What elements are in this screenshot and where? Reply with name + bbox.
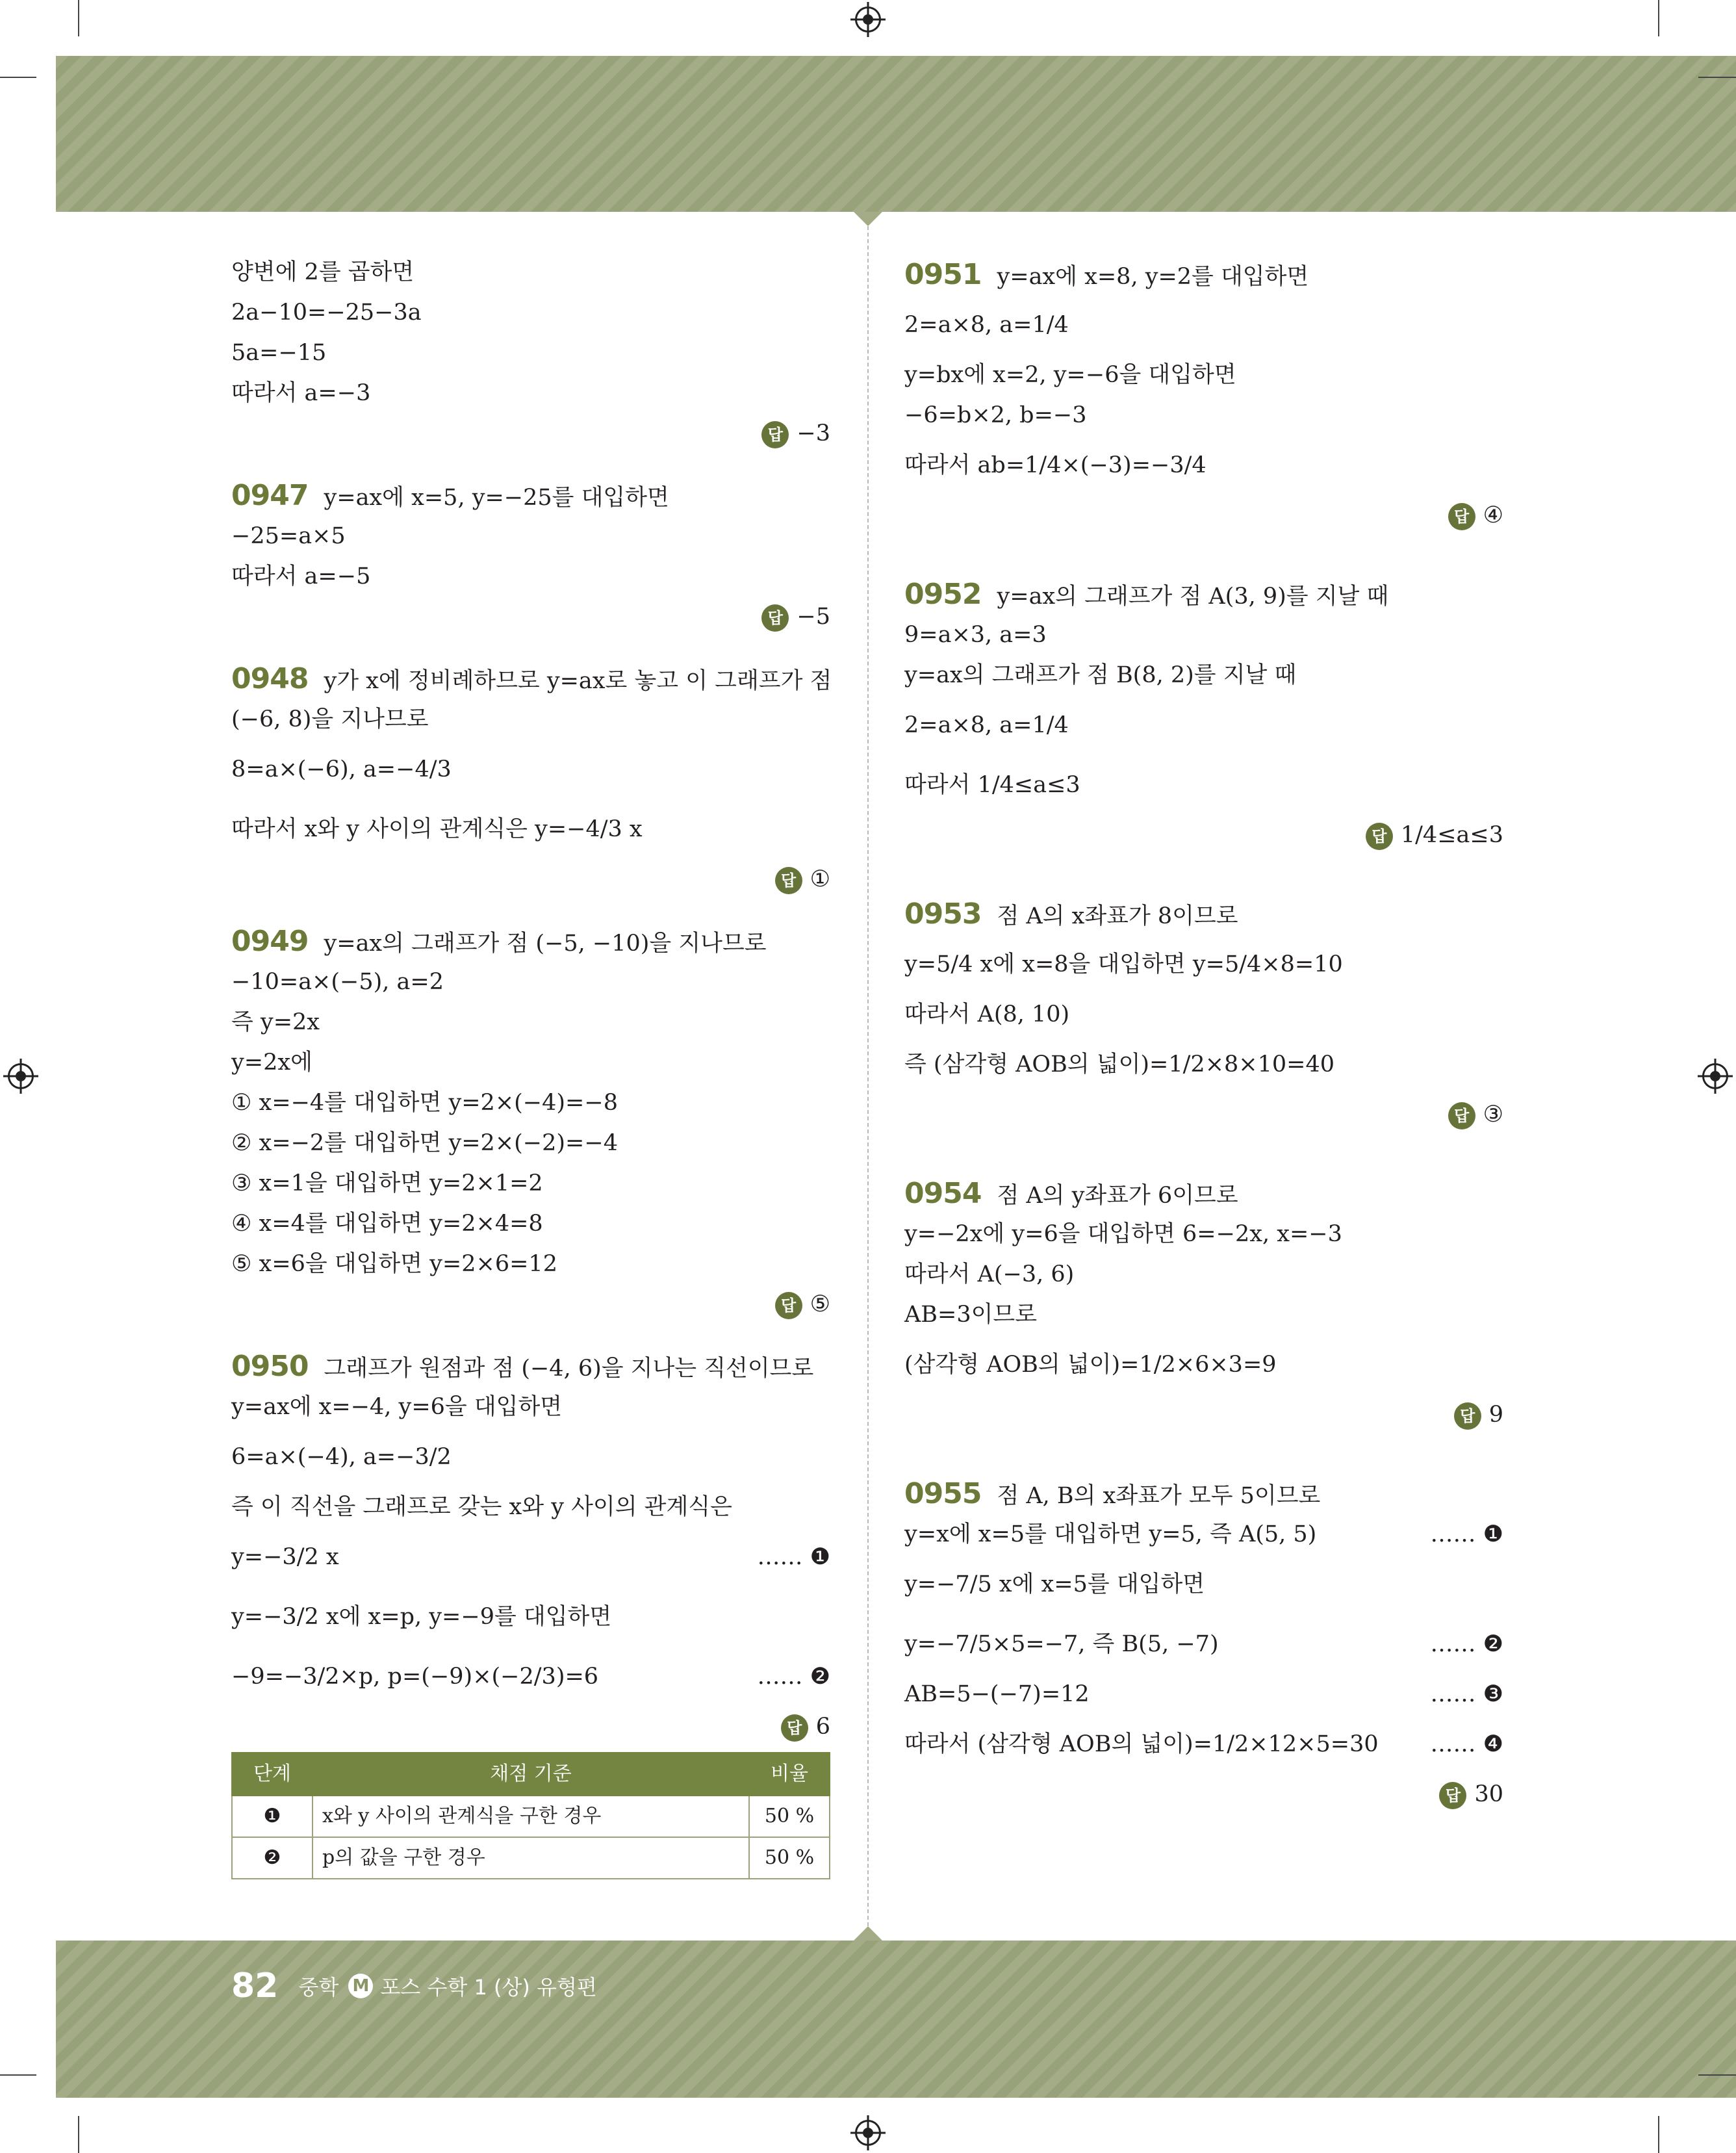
line-text: 2=a×8, a=1/4 — [904, 312, 1069, 338]
solution-line — [231, 1244, 830, 1284]
line-text: y=−3/2 x에 x=p, y=−9를 대입하면 — [231, 1604, 612, 1630]
line-text: −25=a×5 — [231, 523, 346, 549]
line-text: 즉 이 직선을 그래프로 갖는 x와 y 사이의 관계식은 — [231, 1494, 732, 1520]
solution-line — [231, 333, 830, 373]
line-text: y=−2x에 y=6을 대입하면 6=−2x, x=−3 — [904, 1221, 1342, 1247]
problem-number: 0949 — [231, 925, 309, 958]
book-title-suffix: 포스 수학 1 (상) 유형편 — [380, 1975, 597, 2000]
solution-line — [904, 1614, 1503, 1674]
spacer — [904, 1135, 1503, 1174]
solution-line — [904, 755, 1503, 815]
answer-value: ③ — [1483, 1102, 1503, 1128]
spacer — [904, 1435, 1503, 1474]
solution-line — [904, 695, 1503, 755]
left-column — [231, 252, 830, 1879]
table-header-row — [232, 1753, 830, 1796]
table-cell: ❷ — [232, 1837, 313, 1879]
table-cell: ❶ — [232, 1796, 313, 1837]
line-text: 6=a×(−4), a=−3/2 — [231, 1444, 452, 1470]
answer-line — [231, 597, 830, 637]
problem-number: 0953 — [904, 897, 982, 931]
solution-line — [904, 1335, 1503, 1395]
line-text: y=x에 x=5를 대입하면 y=5, 즉 A(5, 5) — [904, 1521, 1317, 1547]
line-text: 점 A의 y좌표가 6이므로 — [997, 1183, 1238, 1209]
table-header-cell: 단계 — [232, 1753, 313, 1796]
table-cell: x와 y 사이의 관계식을 구한 경우 — [313, 1796, 749, 1837]
line-text: y=ax에 x=−4, y=6을 대입하면 — [231, 1394, 563, 1420]
solution-line — [231, 516, 830, 556]
answer-badge-icon: 답 — [761, 604, 789, 632]
crop-mark — [0, 2074, 36, 2076]
line-text: 9=a×3, a=3 — [904, 622, 1047, 648]
line-text: y=−7/5×5=−7, 즉 B(5, −7) — [904, 1631, 1219, 1657]
line-text: 따라서 A(8, 10) — [904, 1001, 1070, 1027]
grading-table — [231, 1752, 830, 1879]
answer-badge-icon: 답 — [761, 421, 789, 448]
problem-line — [231, 659, 830, 699]
right-column — [904, 255, 1503, 1814]
answer-value: −3 — [797, 420, 830, 446]
answer-value: 1/4≤a≤3 — [1400, 822, 1503, 848]
answer-badge-icon: 답 — [781, 1714, 808, 1742]
solution-line — [231, 252, 830, 292]
line-text: y=ax의 그래프가 점 A(3, 9)를 지날 때 — [997, 584, 1389, 610]
line-text: ⑤ x=6을 대입하면 y=2×6=12 — [231, 1251, 557, 1277]
answer-value: 6 — [815, 1714, 830, 1740]
solution-line — [231, 292, 830, 333]
line-text: 양변에 2를 곱하면 — [231, 259, 415, 285]
solution-line — [231, 962, 830, 1002]
problem-line — [231, 476, 830, 516]
solution-line — [904, 1674, 1503, 1714]
solution-line — [231, 1042, 830, 1083]
crop-mark — [1658, 0, 1659, 36]
problem-line — [904, 1174, 1503, 1214]
line-text: 점 A, B의 x좌표가 모두 5이므로 — [997, 1483, 1321, 1509]
line-text: y=−7/5 x에 x=5를 대입하면 — [904, 1571, 1205, 1597]
page-number: 82 — [231, 1966, 279, 2005]
problem-number: 0947 — [231, 479, 309, 512]
line-text: (삼각형 AOB의 넓이)=1/2×6×3=9 — [904, 1352, 1277, 1378]
line-text: (−6, 8)을 지나므로 — [231, 706, 429, 732]
table-header-cell: 채점 기준 — [313, 1753, 749, 1796]
table-cell: 50 % — [749, 1837, 830, 1879]
line-text: 2=a×8, a=1/4 — [904, 712, 1069, 738]
answer-value: ④ — [1483, 502, 1503, 528]
answer-line — [231, 1284, 830, 1324]
bottom-footer-band — [56, 1940, 1736, 2098]
line-text: AB=3이므로 — [904, 1302, 1038, 1328]
answer-badge-icon: 답 — [1454, 1402, 1481, 1430]
spacer — [904, 855, 1503, 894]
solution-line — [231, 1083, 830, 1123]
answer-line — [904, 495, 1503, 535]
line-text: 따라서 ab=1/4×(−3)=−3/4 — [904, 452, 1206, 478]
problem-number: 0951 — [904, 258, 982, 291]
line-text: 5a=−15 — [231, 340, 327, 366]
answer-line — [904, 1395, 1503, 1435]
top-header-band — [56, 56, 1736, 212]
line-text: ③ x=1을 대입하면 y=2×1=2 — [231, 1170, 543, 1196]
crop-mark — [78, 2116, 79, 2153]
line-text: AB=5−(−7)=12 — [904, 1681, 1090, 1707]
registration-mark-icon — [1702, 1063, 1728, 1089]
line-text: 따라서 1/4≤a≤3 — [904, 772, 1080, 798]
line-text: 점 A의 x좌표가 8이므로 — [997, 903, 1238, 929]
problem-line — [904, 574, 1503, 615]
line-text: 따라서 a=−3 — [231, 380, 371, 406]
book-title-prefix: 중학 — [298, 1975, 339, 2000]
solution-line — [904, 1554, 1503, 1614]
answer-value: ① — [810, 866, 830, 892]
line-text: y=2x에 — [231, 1050, 313, 1076]
line-text: y가 x에 정비례하므로 y=ax로 놓고 이 그래프가 점 — [324, 668, 832, 694]
solution-line — [231, 1527, 830, 1587]
answer-line — [904, 1774, 1503, 1814]
line-text: y=ax의 그래프가 점 (−5, −10)을 지나므로 — [324, 931, 767, 957]
answer-badge-icon: 답 — [775, 1292, 802, 1319]
line-text: 그래프가 원점과 점 (−4, 6)을 지나는 직선이므로 — [324, 1356, 814, 1382]
line-text: y=ax에 x=8, y=2를 대입하면 — [997, 264, 1309, 290]
solution-line — [231, 1002, 830, 1042]
solution-line — [231, 799, 830, 859]
problem-line — [904, 894, 1503, 935]
problem-line — [904, 1474, 1503, 1514]
solution-line — [904, 615, 1503, 655]
solution-line — [904, 1254, 1503, 1295]
line-text: −10=a×(−5), a=2 — [231, 969, 444, 995]
answer-line — [231, 859, 830, 899]
solution-line — [904, 935, 1503, 994]
step-marker: …… ❷ — [1430, 1631, 1503, 1657]
spacer — [231, 637, 830, 659]
line-text: y=bx에 x=2, y=−6을 대입하면 — [904, 362, 1236, 388]
problem-line — [231, 1347, 830, 1387]
line-text: ④ x=4를 대입하면 y=2×4=8 — [231, 1211, 543, 1237]
step-marker: …… ❹ — [1430, 1731, 1503, 1757]
solution-line — [904, 1714, 1503, 1774]
column-divider — [867, 226, 869, 1926]
answer-value: −5 — [797, 604, 830, 630]
line-text: ② x=−2를 대입하면 y=2×(−2)=−4 — [231, 1130, 618, 1156]
crop-mark — [1698, 2074, 1736, 2076]
spacer — [231, 899, 830, 922]
bottom-notch — [854, 1926, 882, 1940]
line-text: 즉 y=2x — [231, 1009, 320, 1035]
table-row — [232, 1796, 830, 1837]
answer-line — [231, 413, 830, 454]
line-text: y=ax의 그래프가 점 B(8, 2)를 지날 때 — [904, 662, 1297, 688]
line-text: y=ax에 x=5, y=−25를 대입하면 — [324, 485, 669, 511]
solution-line — [904, 395, 1503, 435]
solution-line — [231, 1163, 830, 1204]
page-footer — [231, 1966, 597, 2005]
crop-mark — [78, 0, 79, 36]
problem-number: 0948 — [231, 662, 309, 695]
answer-value: 9 — [1488, 1402, 1503, 1428]
step-marker: …… ❷ — [757, 1664, 830, 1690]
problem-number: 0950 — [231, 1350, 309, 1383]
solution-line — [231, 740, 830, 799]
solution-line — [904, 1295, 1503, 1335]
solution-line — [904, 655, 1503, 695]
answer-line — [904, 815, 1503, 855]
answer-line — [904, 1094, 1503, 1135]
top-notch — [854, 212, 882, 226]
problem-line — [904, 255, 1503, 295]
answer-badge-icon: 답 — [1448, 1102, 1475, 1129]
solution-line — [904, 1214, 1503, 1254]
m-logo-icon: M — [348, 1974, 373, 1998]
crop-mark — [1658, 2116, 1659, 2153]
crop-mark — [1698, 77, 1736, 78]
answer-badge-icon: 답 — [1366, 823, 1393, 850]
solution-line — [231, 1427, 830, 1487]
solution-line — [231, 1587, 830, 1647]
line-text: 따라서 x와 y 사이의 관계식은 y=−4/3 x — [231, 816, 643, 842]
solution-line — [904, 1514, 1503, 1554]
solution-line — [231, 699, 830, 740]
line-text: 8=a×(−6), a=−4/3 — [231, 756, 452, 782]
line-text: 따라서 (삼각형 AOB의 넓이)=1/2×12×5=30 — [904, 1731, 1379, 1757]
answer-badge-icon: 답 — [1448, 503, 1475, 530]
solution-line — [231, 373, 830, 413]
problem-number: 0952 — [904, 578, 982, 611]
solution-line — [904, 295, 1503, 355]
spacer — [231, 454, 830, 476]
problem-number: 0955 — [904, 1477, 982, 1510]
registration-mark-icon — [855, 6, 881, 32]
answer-line — [231, 1707, 830, 1747]
step-marker: …… ❸ — [1430, 1681, 1503, 1707]
problem-number: 0954 — [904, 1177, 982, 1210]
line-text: −6=b×2, b=−3 — [904, 402, 1087, 428]
solution-line — [231, 556, 830, 597]
line-text: ① x=−4를 대입하면 y=2×(−4)=−8 — [231, 1090, 618, 1116]
line-text: 2a−10=−25−3a — [231, 300, 422, 326]
registration-mark-icon — [855, 2120, 881, 2146]
answer-value: 30 — [1474, 1781, 1503, 1807]
table-cell: 50 % — [749, 1796, 830, 1837]
table-row — [232, 1837, 830, 1879]
solution-line — [231, 1647, 830, 1707]
table-cell: p의 값을 구한 경우 — [313, 1837, 749, 1879]
step-marker: …… ❶ — [757, 1544, 830, 1570]
line-text: −9=−3/2×p, p=(−9)×(−2/3)=6 — [231, 1664, 599, 1690]
solution-line — [231, 1487, 830, 1527]
problem-line — [231, 922, 830, 962]
line-text: y=5/4 x에 x=8을 대입하면 y=5/4×8=10 — [904, 951, 1343, 977]
line-text: y=−3/2 x — [231, 1544, 339, 1570]
solution-line — [231, 1123, 830, 1163]
line-text: 즉 (삼각형 AOB의 넓이)=1/2×8×10=40 — [904, 1051, 1335, 1077]
answer-badge-icon: 답 — [1439, 1782, 1466, 1809]
answer-badge-icon: 답 — [775, 867, 802, 894]
solution-line — [904, 1035, 1503, 1094]
spacer — [904, 535, 1503, 574]
solution-line — [904, 994, 1503, 1035]
step-marker: …… ❶ — [1430, 1521, 1503, 1547]
line-text: 따라서 a=−5 — [231, 563, 371, 589]
crop-mark — [0, 77, 36, 78]
answer-value: ⑤ — [810, 1291, 830, 1317]
registration-mark-icon — [8, 1063, 34, 1089]
solution-line — [231, 1387, 830, 1427]
table-header-cell: 비율 — [749, 1753, 830, 1796]
spacer — [231, 1324, 830, 1347]
solution-line — [904, 355, 1503, 395]
solution-line — [904, 435, 1503, 495]
solution-line — [231, 1204, 830, 1244]
line-text: 따라서 A(−3, 6) — [904, 1261, 1075, 1287]
